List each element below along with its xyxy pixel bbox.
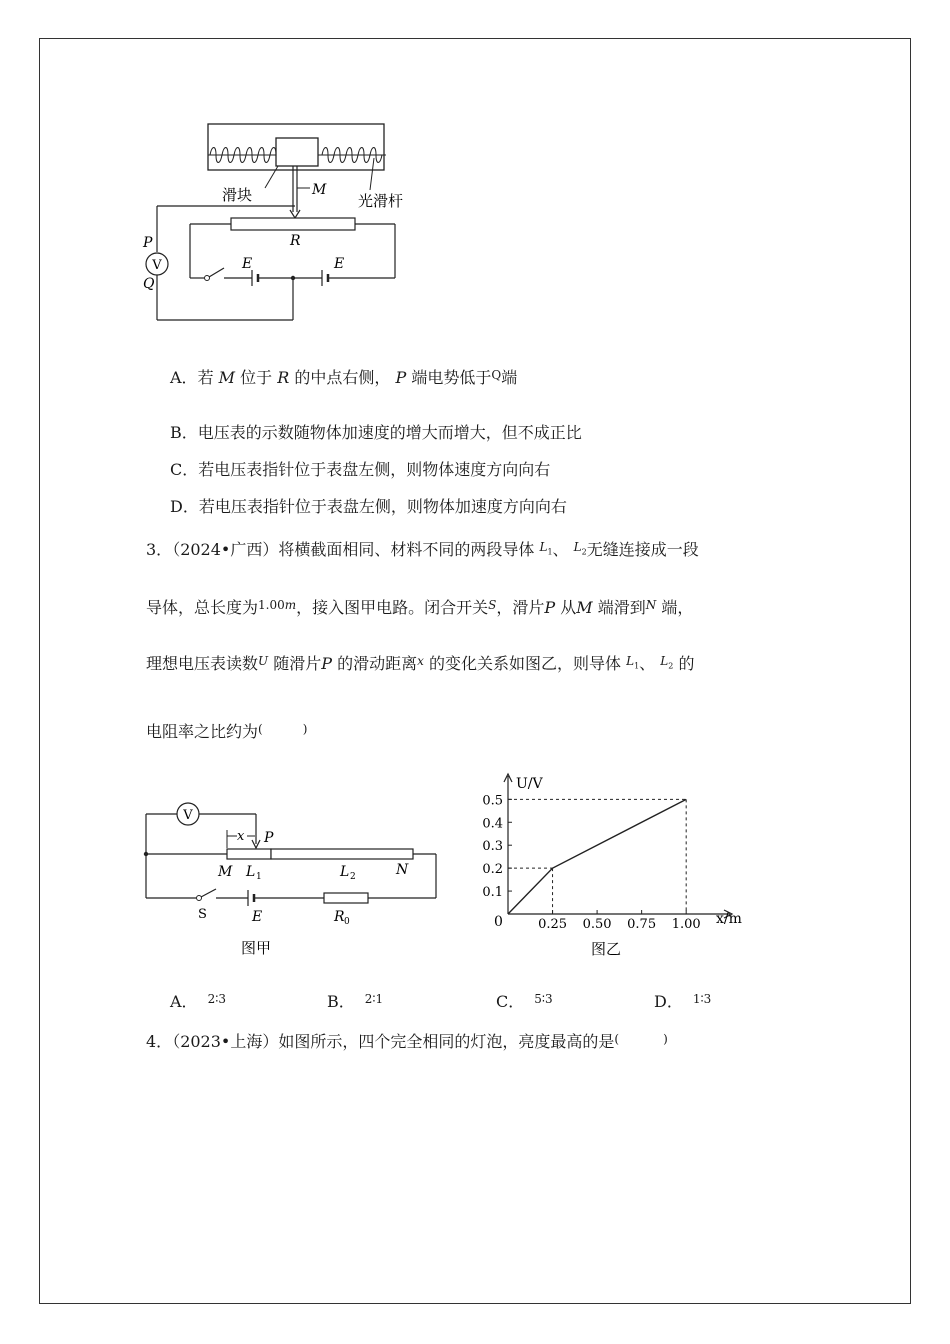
q3-stem-line-1: 3．（2024•广西）将横截面相同、材料不同的两段导体 $^{L_1}$、 $^{L_2}$无缝连接成一段: [146, 540, 699, 559]
q2-option-c[interactable]: C．若电压表指针位于表盘左侧，则物体速度方向向右: [170, 460, 551, 479]
q3-option-d[interactable]: D． $^{1∶3}$: [654, 992, 712, 1011]
svg-text:R: R: [334, 909, 345, 925]
q3-option-c[interactable]: C． $^{5∶3}$: [496, 992, 553, 1011]
voltmeter-label: V: [152, 258, 162, 273]
r-label: R: [290, 233, 301, 249]
x-tick-label-3: 1.00: [671, 917, 701, 932]
figure-b-caption: 图乙: [590, 940, 622, 958]
switch-s: [197, 896, 202, 901]
y-tick-label-1: 0.2: [482, 862, 503, 878]
slider-block: [276, 138, 318, 166]
figure-a-circuit: [138, 798, 448, 968]
conductor-l2: [271, 849, 413, 859]
chart-x-axis-label: x/m: [716, 911, 742, 927]
q3-stem-line-4: 电阻率之比约为( ): [146, 722, 308, 741]
svg-text:1: 1: [256, 872, 262, 882]
x-tick-label-2: 0.75: [627, 917, 657, 932]
svg-text:x: x: [237, 829, 245, 844]
y-tick-label-4: 0.5: [482, 793, 503, 809]
slider-label: 滑块: [222, 186, 253, 204]
switch: [205, 276, 210, 281]
svg-text:2: 2: [350, 872, 356, 882]
x-tick-label-0: 0.25: [538, 917, 568, 932]
accelerometer-circuit-figure: [140, 118, 420, 328]
svg-text:S: S: [198, 907, 207, 922]
svg-text:L: L: [246, 864, 256, 880]
y-tick-label-3: 0.4: [482, 816, 503, 832]
svg-text:N: N: [396, 862, 409, 878]
chart-origin-label: 0: [494, 914, 503, 930]
q4-stem: 4．（2023•上海）如图所示，四个完全相同的灯泡，亮度最高的是( ): [146, 1032, 668, 1051]
battery-1-label: E: [242, 256, 253, 272]
svg-text:E: E: [252, 909, 263, 925]
svg-text:L: L: [340, 864, 350, 880]
q3-option-b[interactable]: B． $^{2∶1}$: [327, 992, 384, 1011]
y-tick-label-0: 0.1: [482, 885, 503, 901]
resistor-r0: [324, 893, 368, 903]
right-spring: [318, 148, 386, 163]
battery-2-label: E: [334, 256, 345, 272]
q2-option-a[interactable]: A．若 M 位于 R 的中点右侧， P 端电势低于$^Q$端: [170, 368, 518, 387]
m-label: M: [312, 182, 327, 198]
figure-a-caption: 图甲: [240, 939, 272, 957]
q2-option-d[interactable]: D．若电压表指针位于表盘左侧，则物体加速度方向向右: [170, 497, 567, 516]
conductor-l1: [227, 849, 271, 859]
q-terminal-label: Q: [143, 276, 155, 292]
figure-b-chart: [476, 768, 766, 968]
q2-option-b[interactable]: B．电压表的示数随物体加速度的增大而增大，但不成正比: [170, 423, 582, 442]
pointer-arrow: [290, 210, 300, 218]
x-tick-label-1: 0.50: [582, 917, 612, 932]
rod-label: 光滑杆: [358, 192, 404, 210]
svg-text:0: 0: [344, 917, 350, 927]
p-terminal-label: P: [143, 235, 153, 251]
svg-text:P: P: [264, 830, 274, 846]
q3-stem-line-2: 导体，总长度为$^{1.00m}$，接入图甲电路。闭合开关$^S$，滑片P 从M 端滑到$^N$ 端，: [146, 598, 694, 617]
resistor-r: [231, 218, 355, 230]
chart-y-axis-label: U/V: [516, 776, 543, 792]
y-tick-label-2: 0.3: [482, 839, 503, 855]
q3-option-a[interactable]: A． $^{2∶3}$: [170, 992, 226, 1011]
svg-text:V: V: [183, 808, 193, 823]
series-line-0: [508, 799, 686, 914]
svg-text:M: M: [218, 864, 233, 880]
q3-stem-line-3: 理想电压表读数$^U$ 随滑片P 的滑动距离$^x$ 的变化关系如图乙，则导体 $^{L_1}$、 $^{L_2}$ 的: [146, 654, 695, 673]
